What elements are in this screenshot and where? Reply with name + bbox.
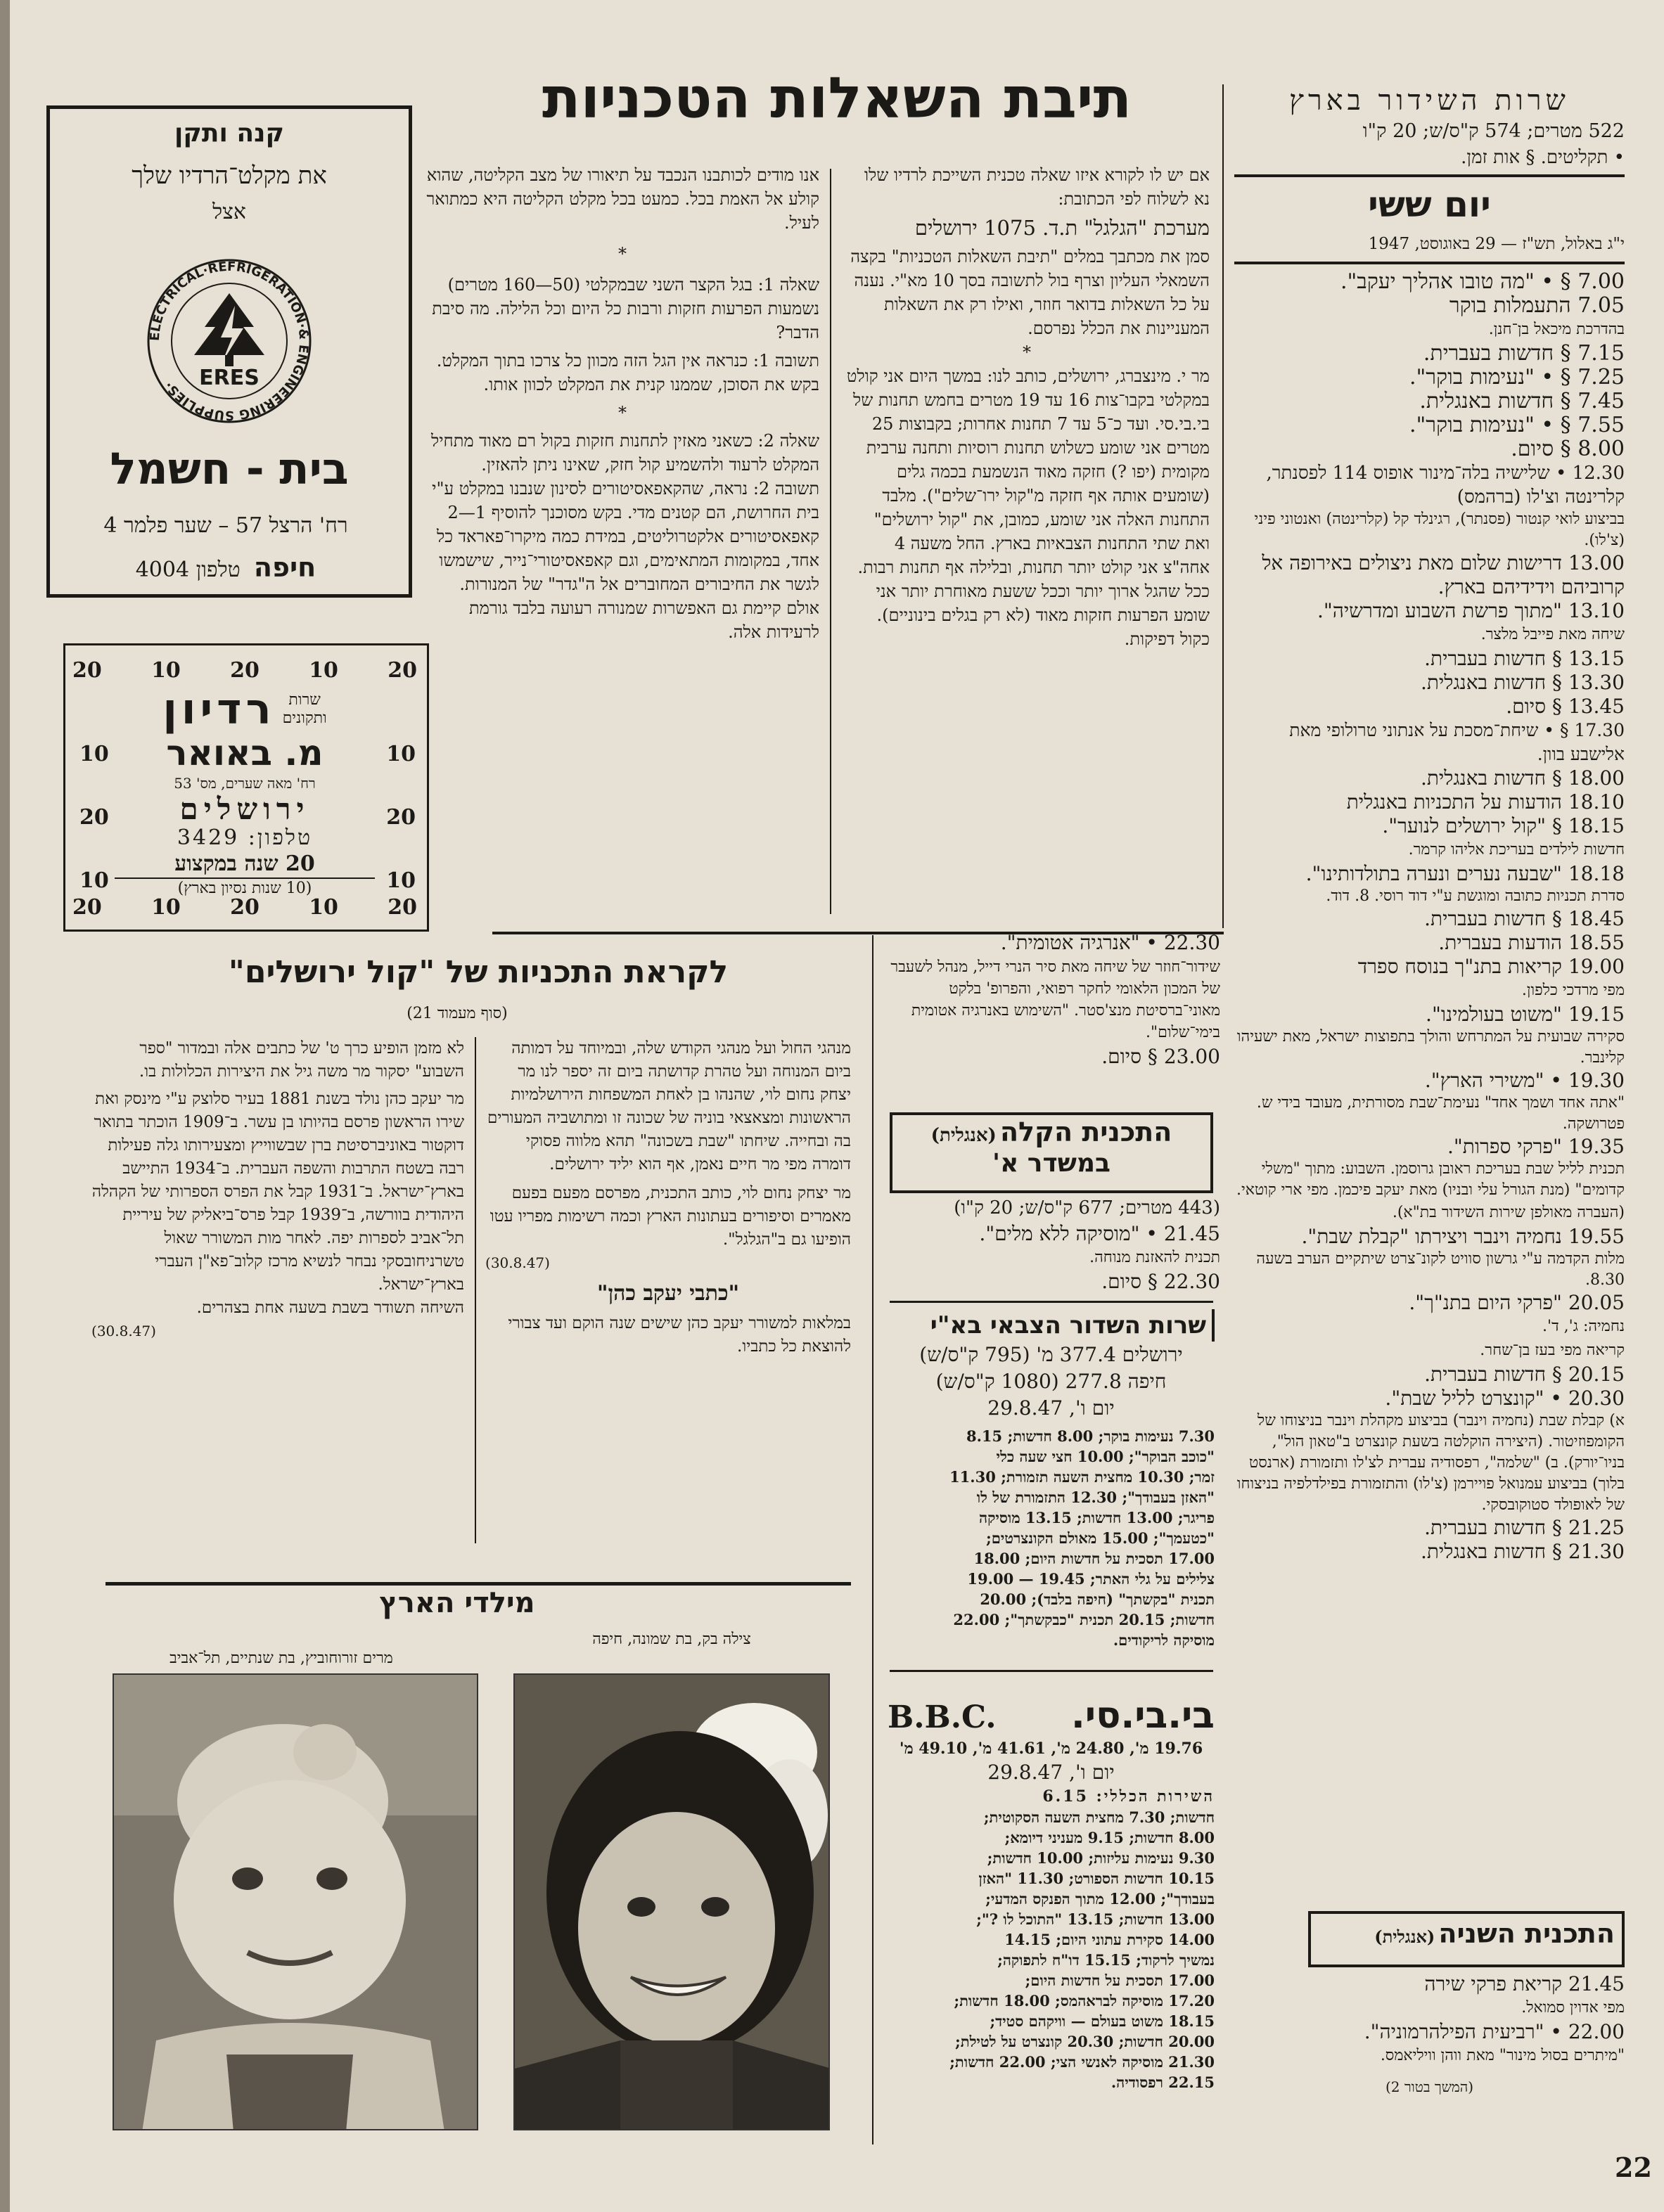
army-title: שרות השדור הצבאי בא"י (888, 1309, 1215, 1342)
border-number: 10 (309, 658, 338, 683)
army-item: 17.00 תסכית על חדשות היום; 18.00 (973, 1550, 1215, 1567)
kol-paragraph: מר יצחק נחום לוי, כותב התכנית, מפרסם מפעם בפעם מאמרים וסיפורים בעתונות הארץ וכמה רשימות מפריו עטו הופיעו גם ב"הגלגל". (489, 1184, 851, 1249)
light-item: תכנית להאזנת מנוחה. (1089, 1249, 1220, 1266)
border-number: 20 (388, 658, 417, 683)
bbc-item: 17.00 תסכית על חדשות היום; (1025, 1972, 1215, 1989)
schedule-item: מלות הקדמה ע"י גרשון סוויט לקונ־צרט שיתקיים הערב בשעה 8.30. (1256, 1250, 1625, 1289)
border-number: 20 (386, 805, 416, 830)
photo-girl-left (113, 1673, 478, 2130)
schedule-item: מפי מרדכי כלפון. (1521, 982, 1625, 999)
schedule-item: 13.15 § חדשות בעברית. (1424, 647, 1625, 670)
light-program-title: התכנית הקלה (999, 1117, 1172, 1147)
bbc-item: 22.15 רפסודיה. (1111, 2073, 1215, 2091)
army-list (888, 1426, 1215, 1650)
schedule-item: 19.30 • "משירי הארץ". (1424, 1069, 1625, 1092)
schedule-item: 18.55 הודעות בעברית. (1438, 931, 1625, 954)
children-title: מילדי הארץ (379, 1587, 535, 1619)
qa-paragraph: סמן את מכתבך במלים "תיבת השאלות הטכניות" בקצה השמאלי העליון וצרף בול לתשובה בסך 10 מא"י. נענה על כל השאלות בדואר חוזר, ואילו רק את השאלות המעניינות את הכלל נפרסם. (850, 247, 1210, 338)
schedule-item: 7.15 § חדשות בעברית. (1423, 341, 1625, 366)
schedule-item: 18.18 "שבעה נערים ונערה בתולדותינו". (1305, 862, 1625, 885)
ad-radion-border-right (386, 723, 416, 913)
ad-radion-owner: מ. באואר (166, 733, 324, 773)
bbc-item: 10.15 חדשות הספורט; 11.30 "האזן (978, 1870, 1215, 1887)
ad-radion-small1: שרות (288, 691, 321, 709)
bbc-item: בעבודך"; 12.00 מתוך הפנקס המדעי; (985, 1890, 1215, 1908)
logo-ring-text: ELECTRICAL·REFRIGERATION·& ENGINEERING SUPPLIES· (147, 259, 312, 423)
schedule-item: 13.30 § חדשות באנגלית. (1420, 671, 1625, 694)
ad-radion-body (115, 686, 375, 899)
army-item: חדשות; 20.15 תכנית "כבקשתך"; 22.00 (953, 1611, 1215, 1628)
army-item: "כוכב הבוקר"; 10.00 חצי שעה כלי (996, 1448, 1215, 1465)
kol-headline: לקראת התכניות של "קול ירושלים" (228, 954, 729, 990)
bbc-item: 18.15 משוט בעולם — וויקהם סטיד; (990, 2012, 1215, 2030)
qa-paragraph: אנו מודים לכותבנו הנכבד על תיאורו של מצב הקליטה, שהוא קולע אל האמת בכל. כמעט בכל מקלט הקליטה היא כמתואר לעיל. (426, 165, 819, 233)
radio-schedule-column (1234, 83, 1625, 1564)
qa-paragraph: אולם קיימת גם האפשרות שמנורה רעועה בלבד גורמת לרעידות אלה. (469, 598, 819, 642)
second-program-lang: (אנגלית) (1374, 1927, 1435, 1947)
kol-left-column (91, 1037, 464, 1343)
bbc-item: 21.30 מוסיקה לאנשי הצי; 22.00 חדשות; (949, 2053, 1215, 2071)
toddler-portrait-image (114, 1675, 478, 2130)
border-number: 10 (386, 868, 416, 893)
bbc-list (888, 1807, 1215, 2092)
ad-city: חיפה (253, 552, 316, 583)
schedule-item: 18.10 הודעות על התכניות באנגלית (1346, 790, 1625, 814)
schedule-item: 20.05 "פרקי היום בתנ"ך". (1409, 1291, 1625, 1314)
qa-answer: תשובה 1: כנראה אין הגל הזה מכוון כל צרכו בתוך המקלט. בקש את הסוכן, שממנו קנית את המקלט לכוון אותו. (436, 351, 819, 394)
qa-address: מערכת "הגלגל" ת.ד. 1075 ירושלים (914, 216, 1210, 240)
ad-radion-exp: (10 שנות נסיון בארץ) (115, 877, 375, 899)
schedule-item: א) קבלת שבת (נחמיה וינבר) בביצוע מקהלת וינבר בניצוחו של הקומפוזיטור. (היצירה הוקלטה בשעת קונצרט ב"טאון הול", בניו־יורק). ב) "שלמה", רפסודיה עברית לצ'לו ותזמורת (ארנסט בלוך) בביצוע עמנואל פויירמן (צ'לו) והתזמורת בפילדלפיה בניצוחו של לאופולד סטוקובסקי. (1236, 1412, 1625, 1514)
light-program-subtitle: במשדר א' (992, 1149, 1111, 1178)
light-program-lang: (אנגלית) (930, 1125, 997, 1146)
schedule-item: 7.25 § • "נעימות בוקר". (1409, 365, 1625, 390)
border-number: 20 (72, 658, 102, 683)
bbc-item: 17.20 מוסיקה לבראהמס; 18.00 חדשות; (954, 1992, 1215, 2010)
light-program-freq: (443 מטרים; 677 ק"ס/ש; 20 ק"ו) (954, 1197, 1220, 1218)
bbc-item: 20.00 חדשות; 20.30 קונצרט על לטילת; (955, 2033, 1215, 2050)
date-line: י"ג באלול, תש"ז — 29 באוגוסט, 1947 (1234, 232, 1625, 264)
section-rule (890, 1301, 1213, 1303)
section-rule (890, 1670, 1213, 1672)
photo-girl-right (513, 1673, 830, 2130)
logo-word: ERES (199, 366, 260, 390)
column-rule (872, 935, 873, 2145)
ad-beit-hashmal (46, 105, 412, 598)
army-station-block (888, 1309, 1215, 1650)
bbc-service: השירות הכללי: 6.15 (1042, 1787, 1215, 1806)
schedule-item: 19.35 "פרקי ספרות". (1447, 1135, 1625, 1158)
ad-company: בית - חשמל (110, 443, 349, 494)
schedule-item: 7.05 התעמלות בוקר (1449, 293, 1625, 318)
ad-radion (63, 643, 429, 932)
qa-left-column (425, 163, 819, 644)
army-item: צלילים על גלי האתר; 19.45 — 19.00 (967, 1570, 1215, 1588)
ad-phone: טלפון 4004 (135, 558, 241, 582)
schedule-item: "אתה אחד ושמך אחד" נעימת־שבת מסורתית, מעובד בידי ש. פטרושקה. (1256, 1094, 1625, 1133)
army-item: 7.30 נעימות בוקר; 8.00 חדשות; 8.15 (966, 1427, 1215, 1445)
schedule-item: 8.00 § סיום. (1511, 437, 1625, 461)
page-number: 22 (1615, 2152, 1652, 2183)
second-item: 22.00 • "רביעית הפילהרמוניה". (1364, 2020, 1625, 2043)
army-freq1: ירושלים 377.4 מ' (795 ק"ס/ש) (919, 1343, 1183, 1366)
army-item: פריגר; 13.00 חדשות; 13.15 מוסיקה (979, 1509, 1215, 1526)
army-item: "כטעמך"; 15.00 מאולם הקונצרטים; (985, 1529, 1215, 1547)
army-item: "האזן בעבודך"; 12.30 התזמורת של לו (976, 1488, 1215, 1506)
bbc-title-en: B.B.C. (888, 1699, 997, 1735)
border-number: 20 (388, 895, 417, 920)
schedule-item: 13.45 § סיום. (1506, 695, 1625, 718)
qa-paragraph: מר י. מינצברג, ירושלים, כותב לנו: במשך היום אני קולט במקלטי בקבו־צות 16 עד 19 מטרים בחמש תחנות של בי.בי.סי. ועד כ־5 עד 7 תחנות אחרות; בקבוצות 25 מטרים אני שומע כשלוש תחנות רוסיות ותחנה ערבית מקומית (יפו ?) חזקה מאוד הנשמעת בכמה גלים (שומעים אותה אף חזקה מ"קול ירו־שלים"). מלבד התחנות האלה אני שומע, כמובן, את "קול ירושלים" ואת שתי התחנות הצבאיות בארץ. החל משעה 4 אחה"צ אני קולט יותר תחנות, ובלילה אף תחנות רבות. ככל שהגל ארוך יותר וככל ששעת מאוחרת יותר אני שומע הפרעות חזקות מאוד (לא רק בגלים בינוניים). כקול דפיקות. (846, 366, 1210, 649)
qa-answer: תשובה 2: נראה, שהקאפאסיטורים לסינון שנבנו במקלט ע"י בית החרושת, הם קטנים מדי. בקש מסוכנך להוסיף 1—2 קאפאסיטורים אלקטרוליטים, במידת כמה מיקרו־פאראד כל אחד, במקומות המתאימים, וגם קאפאסיטורי־נייר, שישמשו לגשר את החיבורים המחוברים אל ה"גדר" של המנורות. (432, 479, 819, 594)
kol-paragraph: במלאות למשורר יעקב כהן שישים שנה הוקם ועד צבורי להוצאת כל כתביו. (508, 1314, 851, 1356)
schedule-item: 18.15 § "קול ירושלים לנוער". (1382, 814, 1625, 837)
qa-separator: * (618, 403, 627, 423)
army-date: יום ו', 29.8.47 (987, 1396, 1115, 1420)
kol-paragraph: מר יעקב כהן נולד בשנת 1881 בעיר סלוצק ע"י מינסק ואת שירו הראשון פרסם בהיותו בן עשר. ב־1909 הוכתר בתואר דוקטור באוניברסיטת ברן שבשווייץ ומצעירותו גלה פעילות רבה בשטח התרבות והשפה העברית. ב־1934 התיישב בארץ־ישראל. ב־1931 קבל את הפרס הספרותי של הקהלה היהודית בוורשה, ב־1939 קבל פרס־ביאליק של עיריית תל־אביב לספרות יפה. לאחר מות המשורר שאול טשרניחובסקי נבחר לנשיא מרכז קלוב־פא"ן העברי בארץ־ישראל. (91, 1090, 464, 1294)
page-edge-shadow (0, 0, 10, 2212)
second-program-box (1308, 1911, 1625, 1967)
schedule-item: בהדרכת מיכאל בן־חנן. (1488, 321, 1625, 338)
schedule-item: קריאה מפי בעז בן־שחר. (1480, 1342, 1625, 1359)
day-title: יום ששי (1368, 184, 1491, 225)
caption-left: מרים זורוחוביץ, בת שנתיים, תל־אביב (169, 1650, 393, 1667)
schedule-item: נחמיה: ג', ד'. (1542, 1318, 1625, 1335)
second-item: "מיתרים בסול מינור" מאת ווהן וויליאמס. (1380, 2047, 1625, 2064)
atomic-body: שידור־חוזר של שיחה מאת סיר הנרי דייל, מנהל לשעבר של המכון הלאומי לחקר רפואי, והפרופ' בלקט מאוני־ברסיטת מנצ'סטר. "השימוש באנרגיה אטומית בימי־שלום". (890, 958, 1220, 1041)
qa-separator: * (1023, 342, 1031, 362)
army-freq2: חיפה 277.8 (1080 ק"ס/ש) (935, 1370, 1167, 1393)
schedule-item: 19.55 נחמיה וינבר ויצירתו "קבלת שבת". (1301, 1225, 1625, 1248)
qa-question: שאלה 2: כשאני מאזין לתחנות חזקות בקול רם מאוד מתחיל המקלט לרעוד ולהשמיע קול חזק, שאינו ניתן להאזין. (430, 431, 819, 475)
schedule-item: 20.30 • "קונצרט לליל שבת". (1385, 1387, 1625, 1410)
border-number: 20 (230, 895, 260, 920)
schedule-item: 21.25 § חדשות בעברית. (1424, 1516, 1625, 1539)
kol-paragraph: השיחה תשודר בשבת בשעה אחת בצהרים. (196, 1299, 464, 1317)
border-number: 20 (79, 805, 109, 830)
second-item: מפי אדוין סמואל. (1521, 1999, 1625, 2017)
kol-right-column (485, 1037, 851, 1358)
army-item: תכנית "בקשתך" (חיפה בלבד); 20.00 (980, 1590, 1215, 1608)
qa-right-column (844, 163, 1210, 651)
schedule-item: שיחה מאת פייבל מלצר. (1480, 626, 1625, 643)
schedule-list (1234, 270, 1625, 1564)
atomic-time: 22.30 • "אנרגיה אטומית". (1000, 931, 1220, 954)
army-item: זמר; 10.30 מחצית השעה תזמורת; 11.30 (949, 1468, 1215, 1486)
border-number: 10 (386, 742, 416, 766)
ad-line2: את מקלט־הרדיו שלך (132, 162, 327, 190)
column-rule (475, 1037, 476, 1543)
border-number: 10 (151, 658, 181, 683)
light-program-box (890, 1112, 1213, 1193)
qa-paragraph: אם יש לו לקורא איזו שאלה טכנית השייכת לרדיו שלו נא לשלוח לפי הכתובת: (864, 165, 1210, 209)
bbc-title-he: בי.בי.סי. (1071, 1695, 1215, 1737)
ad-radion-border-left (79, 723, 109, 913)
ad-radion-city: ירושלים (179, 792, 310, 826)
station-name: שרות השידור בארץ (1289, 84, 1570, 117)
bbc-item: חדשות; 7.30 מחצית השעה הסקוטית; (983, 1808, 1215, 1826)
schedule-item: 12.30 • שלישיה בלה־מינור אופוס 114 לפסנתר, קלרינטה וצ'לו (ברהמס) (1266, 463, 1625, 508)
bbc-block (888, 1693, 1215, 2092)
ad-radion-brand: רדיון (162, 685, 276, 734)
schedule-item: תכנית לליל שבת בעריכת ראובן גרוסמן. השבוע: מתוך "משלי קדומים" (מנת הגורל עלי ובניו) מאת יעקב פיכמן. מפי ארי קוטאי. (1236, 1160, 1625, 1199)
qa-separator: * (618, 244, 627, 264)
bbc-item: 9.30 נעימות עליזות; 10.00 חדשות; (987, 1849, 1215, 1867)
border-number: 20 (72, 895, 102, 920)
kol-date: (30.8.47) (91, 1323, 156, 1339)
ad-radion-phone: טלפון: 3429 (177, 825, 313, 850)
light-program-list (879, 1195, 1220, 1295)
atomic-end: 23.00 § סיום. (1101, 1045, 1220, 1068)
schedule-item: 18.45 § חדשות בעברית. (1424, 907, 1625, 930)
border-number: 10 (309, 895, 338, 920)
continued-note: (המשך בטור 2) (1385, 2078, 1474, 2095)
schedule-item: 7.00 § • "מה טובו אהליך יעקב". (1340, 269, 1625, 294)
schedule-item: 19.15 "משוט בעולמינו". (1426, 1003, 1625, 1026)
main-headline: תיבת השאלות הטכניות (542, 65, 1132, 131)
bbc-item: 14.00 סקירת עתוני היום; 14.15 (1004, 1931, 1215, 1948)
schedule-item: (העברה מאולפן שירות השידור בת"א). (1392, 1204, 1625, 1221)
border-number: 10 (79, 868, 109, 893)
eres-logo-icon (138, 250, 321, 432)
ad-radion-border-top (72, 658, 417, 683)
schedule-item: 19.00 קריאות בתנ"ך בנוסח ספרד (1357, 955, 1625, 978)
ad-radion-small2: ותקונים (282, 709, 327, 727)
kol-paragraph: לא מזמן הופיע כרך ט' של כתבים אלה ובמדור "ספר השבוע" יסקור מר משה גיל את היצירות הכלולות בו. (139, 1039, 464, 1081)
girl-portrait-image (515, 1675, 830, 2130)
kol-subline: (סוף מעמוד 21) (407, 1005, 508, 1022)
border-number: 10 (79, 742, 109, 766)
ad-radion-street: רח' מאה שערים, מס' 53 (174, 775, 316, 792)
bbc-item: נמשיך לרקוד; 15.15 דו"ח לתפוקה; (997, 1951, 1215, 1969)
schedule-legend: • תקליטים. § אות זמן. (1234, 145, 1625, 177)
column-rule (830, 169, 831, 914)
station-frequency: 522 מטרים; 574 ק"ס/ש; 20 ק"ו (1362, 120, 1625, 142)
schedule-item: 21.30 § חדשות באנגלית. (1420, 1540, 1625, 1563)
qa-question: שאלה 1: בגל הקצר השני שבמקלטי (50—160 מטרים) נשמעות הפרעות חזקות ורבות כל היום וכל הלילה. מה סיבת הדבר? (432, 275, 819, 342)
schedule-item: 13.00 דרישות שלום מאת ניצולים באירופה אל קרוביהם וידידיהם בארץ. (1262, 551, 1625, 598)
schedule-item: חדשות לילדים בעריכת אליהו קרמר. (1408, 841, 1625, 859)
bbc-item: 8.00 חדשות; 9.15 מעניני דיומא; (1004, 1829, 1215, 1846)
kol-subhead: "כתבי יעקב כהן" (596, 1281, 740, 1306)
second-program-title: התכנית השניה (1438, 1918, 1615, 1949)
schedule-item: סקירה שבועית על המתרחש והולך בתפוצות ישראל, מאת ישעיהו קלינבר. (1236, 1028, 1625, 1067)
border-number: 20 (230, 658, 260, 683)
caption-right: צילה בק, בת שמונה, חיפה (592, 1631, 751, 1648)
schedule-item: 17.30 § • שיחת־מסכת על אנתוני טרולופי מאת אלישבע בוון. (1289, 720, 1625, 764)
ad-line3: אצל (212, 200, 246, 224)
kol-date: (30.8.47) (485, 1254, 550, 1271)
schedule-item: 18.00 § חדשות באנגלית. (1420, 766, 1625, 790)
schedule-item: סדרת תכניות כתובה ומוגשת ע"י דוד רוסי. 8. דוד. (1326, 887, 1625, 905)
second-program-list (1234, 1972, 1625, 2099)
schedule-item: 13.10 "מתוך פרשת השבוע ומדרשיה". (1317, 599, 1625, 622)
bbc-item: 13.00 חדשות; 13.15 "התוכל לו ?"; (976, 1910, 1215, 1928)
schedule-item: בביצוע לואי קנטור (פסנתר), רגינלד קל (קלרינטה) ואנטוני פיני (צ'לו). (1254, 510, 1625, 549)
bbc-freq: 19.76 מ', 24.80 מ', 41.61 מ', 49.10 מ' (899, 1740, 1203, 1758)
ad-address: רח' הרצל 57 – שער פלמר 4 (103, 513, 348, 538)
schedule-item: 7.55 § • "נעימות בוקר". (1409, 413, 1625, 437)
army-item: מוסיקה לריקודים. (1113, 1631, 1215, 1649)
ad-radion-years: 20 שנה במקצוע (174, 851, 315, 876)
kol-paragraph: מנהגי החול ועל מנהגי הקודש שלה, ובמיוחד על דמותה ביום המנוחה ועל טהרת קדושתה ביום זה יספר לנו מר יצחק נחום לוי, שהנהו בן לאחת המשפחות הירושלמיות הראשונות ומצאצאי בוניה של שכונה זו ומתושביה המעורים בה ובחייה. שיחתו "שבת בשכונה" תהא מלווה פסוקי דומרה מפי מר חיים נאמן, אף הוא יליד ירושלים. (487, 1039, 851, 1173)
ad-line1: קנה ותקן (174, 119, 284, 148)
light-item: 22.30 § סיום. (1101, 1270, 1220, 1293)
border-number: 10 (151, 895, 181, 920)
ad-radion-border-bottom (72, 895, 417, 920)
schedule-item: 7.45 § חדשות באנגלית. (1419, 389, 1625, 413)
second-item: 21.45 קריאת פרקי שירה (1424, 1972, 1625, 1995)
column-rule (1222, 84, 1224, 928)
light-item: 21.45 • "מוסיקה ללא מלים". (979, 1222, 1220, 1245)
schedule-item: 20.15 § חדשות בעברית. (1424, 1363, 1625, 1386)
atomic-energy-block (879, 930, 1220, 1070)
bbc-date: יום ו', 29.8.47 (987, 1761, 1115, 1784)
